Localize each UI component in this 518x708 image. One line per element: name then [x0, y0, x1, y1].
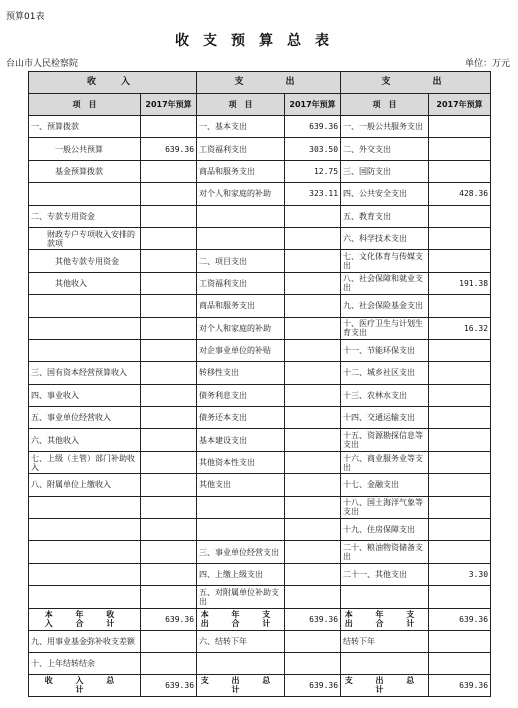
item-name-cell: 六、其他收入 [29, 429, 141, 451]
budget-amount-cell [429, 519, 491, 541]
budget-amount-cell: 12.75 [285, 160, 341, 182]
budget-amount-cell [285, 272, 341, 294]
table-row [29, 339, 491, 361]
budget-amount-cell: 639.36 [141, 138, 197, 160]
item-name-cell: 商品和服务支出 [197, 160, 285, 182]
table-row [29, 362, 491, 384]
budget-amount-cell: 639.36 [285, 116, 341, 138]
item-name-cell [29, 586, 141, 608]
budget-amount-cell [429, 541, 491, 563]
budget-amount-cell [285, 384, 341, 406]
budget-amount-cell [141, 160, 197, 182]
budget-amount-cell [141, 563, 197, 585]
budget-amount-cell [429, 138, 491, 160]
item-name-cell: 基金预算拨款 [29, 160, 141, 182]
budget-amount-cell [141, 384, 197, 406]
item-name-cell: 一、一般公共服务支出 [341, 116, 429, 138]
department-name: 台山市人民检察院 [6, 59, 79, 69]
budget-amount-cell [285, 496, 341, 518]
col-item-header: 项 目 [341, 94, 429, 116]
item-name-cell: 债务利息支出 [197, 384, 285, 406]
budget-amount-cell [429, 160, 491, 182]
item-name-cell: 六、科学技术支出 [341, 227, 429, 249]
income-section-header: 收 入 [29, 72, 197, 94]
table-row [29, 652, 491, 674]
item-name-cell: 五、教育支出 [341, 205, 429, 227]
total-label-cell: 支 出 总 计 [341, 674, 429, 696]
item-name-cell: 四、上缴上级支出 [197, 563, 285, 585]
item-name-cell: 三、国有资本经营预算收入 [29, 362, 141, 384]
budget-amount-cell [285, 519, 341, 541]
budget-amount-cell [141, 496, 197, 518]
table-row [29, 407, 491, 429]
item-name-cell: 十五、资源勘探信息等支出 [341, 429, 429, 451]
budget-amount-cell [429, 384, 491, 406]
budget-amount-cell [285, 205, 341, 227]
item-name-cell: 其他支出 [197, 474, 285, 496]
table-row [29, 563, 491, 585]
item-name-cell: 三、事业单位经营支出 [197, 541, 285, 563]
budget-amount-cell [285, 227, 341, 249]
budget-amount-cell [285, 451, 341, 473]
item-name-cell: 对企事业单位的补贴 [197, 339, 285, 361]
table-row [29, 227, 491, 249]
budget-amount-cell [141, 205, 197, 227]
budget-amount-cell [285, 563, 341, 585]
budget-amount-cell [141, 116, 197, 138]
item-name-cell: 五、事业单位经营收入 [29, 407, 141, 429]
item-name-cell: 转移性支出 [197, 362, 285, 384]
budget-summary-table [28, 71, 491, 697]
budget-amount-cell [285, 586, 341, 608]
table-row [29, 116, 491, 138]
table-row [29, 451, 491, 473]
item-name-cell: 其他专款专用资金 [29, 250, 141, 272]
budget-amount-cell [141, 519, 197, 541]
item-name-cell: 其他收入 [29, 272, 141, 294]
budget-amount-cell [141, 586, 197, 608]
item-name-cell: 二、外交支出 [341, 138, 429, 160]
item-name-cell [29, 519, 141, 541]
table-row [29, 250, 491, 272]
total-amount-cell: 639.36 [429, 674, 491, 696]
item-name-cell: 四、公共安全支出 [341, 183, 429, 205]
total-label-cell: 本 年 收 入 合 计 [29, 608, 141, 630]
table-row [29, 317, 491, 339]
item-name-cell: 一、基本支出 [197, 116, 285, 138]
item-name-cell: 工资福利支出 [197, 272, 285, 294]
budget-amount-cell [429, 407, 491, 429]
year-total-row [29, 608, 491, 630]
budget-amount-cell [429, 496, 491, 518]
page-title: 收支预算总表 [175, 33, 343, 49]
item-name-cell: 七、文化体育与传媒支出 [341, 250, 429, 272]
item-name-cell: 对个人和家庭的补助 [197, 317, 285, 339]
item-name-cell: 五、对附属单位补助支出 [197, 586, 285, 608]
item-name-cell [341, 586, 429, 608]
budget-amount-cell [285, 630, 341, 652]
budget-amount-cell: 323.11 [285, 183, 341, 205]
budget-amount-cell [429, 652, 491, 674]
total-label-cell: 本 年 支 出 合 计 [197, 608, 285, 630]
unit-label: 单位：万元 [464, 59, 510, 69]
item-name-cell: 八、社会保障和就业支出 [341, 272, 429, 294]
item-name-cell: 十三、农林水支出 [341, 384, 429, 406]
table-row [29, 272, 491, 294]
table-row [29, 519, 491, 541]
budget-amount-cell [141, 250, 197, 272]
item-name-cell: 二、项目支出 [197, 250, 285, 272]
col-budget-header: 2017年预算 [429, 94, 491, 116]
budget-amount-cell: 3.30 [429, 563, 491, 585]
item-name-cell: 十六、商业服务业等支出 [341, 451, 429, 473]
budget-amount-cell [141, 652, 197, 674]
budget-amount-cell [429, 586, 491, 608]
item-name-cell: 财政专户专项收入安排的款项 [29, 227, 141, 249]
budget-amount-cell [141, 317, 197, 339]
budget-amount-cell [429, 630, 491, 652]
budget-amount-cell: 16.32 [429, 317, 491, 339]
budget-amount-cell: 191.38 [429, 272, 491, 294]
item-name-cell: 三、国防支出 [341, 160, 429, 182]
total-amount-cell: 639.36 [285, 674, 341, 696]
table-row [29, 384, 491, 406]
budget-amount-cell [285, 295, 341, 317]
budget-amount-cell [429, 295, 491, 317]
form-code: 预算01表 [6, 12, 45, 22]
budget-amount-cell: 303.50 [285, 138, 341, 160]
budget-amount-cell [141, 272, 197, 294]
budget-amount-cell [141, 339, 197, 361]
item-name-cell: 四、事业收入 [29, 384, 141, 406]
budget-amount-cell [429, 250, 491, 272]
item-name-cell [29, 295, 141, 317]
total-amount-cell: 639.36 [141, 608, 197, 630]
item-name-cell: 十、上年结转结余 [29, 652, 141, 674]
item-name-cell: 一般公共预算 [29, 138, 141, 160]
item-name-cell [29, 339, 141, 361]
budget-amount-cell [429, 362, 491, 384]
item-name-cell: 十四、交通运输支出 [341, 407, 429, 429]
table-row [29, 630, 491, 652]
budget-amount-cell [429, 474, 491, 496]
col-item-header: 项 目 [197, 94, 285, 116]
item-name-cell: 二、专款专用资金 [29, 205, 141, 227]
table-row [29, 205, 491, 227]
table-row [29, 160, 491, 182]
budget-amount-cell: 428.36 [429, 183, 491, 205]
item-name-cell: 六、结转下年 [197, 630, 285, 652]
item-name-cell [29, 183, 141, 205]
item-name-cell: 九、社会保险基金支出 [341, 295, 429, 317]
col-item-header: 项 目 [29, 94, 141, 116]
item-name-cell [197, 519, 285, 541]
item-name-cell: 八、附属单位上缴收入 [29, 474, 141, 496]
budget-amount-cell [141, 295, 197, 317]
budget-amount-cell [285, 339, 341, 361]
budget-amount-cell [429, 116, 491, 138]
header-row-columns [29, 94, 491, 116]
budget-amount-cell [429, 227, 491, 249]
budget-amount-cell [141, 474, 197, 496]
item-name-cell: 二十、粮油物资储备支出 [341, 541, 429, 563]
budget-amount-cell [141, 362, 197, 384]
item-name-cell [197, 205, 285, 227]
item-name-cell: 十九、住房保障支出 [341, 519, 429, 541]
header-row-sections [29, 72, 491, 94]
table-row [29, 183, 491, 205]
budget-amount-cell [141, 451, 197, 473]
budget-amount-cell [141, 541, 197, 563]
table-row [29, 586, 491, 608]
item-name-cell [29, 541, 141, 563]
total-label-cell: 收 入 总 计 [29, 674, 141, 696]
total-amount-cell: 639.36 [429, 608, 491, 630]
item-name-cell: 九、用事业基金弥补收支差额 [29, 630, 141, 652]
item-name-cell: 债务还本支出 [197, 407, 285, 429]
item-name-cell: 结转下年 [341, 630, 429, 652]
item-name-cell: 商品和服务支出 [197, 295, 285, 317]
budget-amount-cell [285, 317, 341, 339]
expense-section-header: 支 出 [197, 72, 341, 94]
item-name-cell [197, 227, 285, 249]
item-name-cell [197, 496, 285, 518]
budget-amount-cell [285, 541, 341, 563]
total-amount-cell: 639.36 [141, 674, 197, 696]
total-label-cell: 本 年 支 出 合 计 [341, 608, 429, 630]
table-row [29, 138, 491, 160]
item-name-cell [197, 652, 285, 674]
table-row [29, 429, 491, 451]
budget-amount-cell [429, 339, 491, 361]
table-row [29, 541, 491, 563]
budget-amount-cell [141, 183, 197, 205]
budget-amount-cell [141, 630, 197, 652]
budget-amount-cell [285, 429, 341, 451]
item-name-cell: 对个人和家庭的补助 [197, 183, 285, 205]
table-row [29, 474, 491, 496]
item-name-cell: 七、上级（主管）部门补助收入 [29, 451, 141, 473]
budget-amount-cell [285, 474, 341, 496]
budget-amount-cell [285, 250, 341, 272]
item-name-cell [29, 563, 141, 585]
budget-amount-cell [285, 362, 341, 384]
item-name-cell: 工资福利支出 [197, 138, 285, 160]
expense-function-section-header: 支 出 [341, 72, 491, 94]
item-name-cell: 基本建设支出 [197, 429, 285, 451]
col-budget-header: 2017年预算 [285, 94, 341, 116]
budget-amount-cell [141, 407, 197, 429]
table-row [29, 295, 491, 317]
budget-amount-cell [285, 407, 341, 429]
item-name-cell: 十二、城乡社区支出 [341, 362, 429, 384]
item-name-cell: 其他资本性支出 [197, 451, 285, 473]
budget-amount-cell [429, 451, 491, 473]
budget-amount-cell [429, 205, 491, 227]
col-budget-header: 2017年预算 [141, 94, 197, 116]
item-name-cell [29, 496, 141, 518]
total-amount-cell: 639.36 [285, 608, 341, 630]
item-name-cell [341, 652, 429, 674]
table-row [29, 496, 491, 518]
grand-total-row [29, 674, 491, 696]
item-name-cell: 二十一、其他支出 [341, 563, 429, 585]
item-name-cell: 十七、金融支出 [341, 474, 429, 496]
item-name-cell: 十一、节能环保支出 [341, 339, 429, 361]
item-name-cell [29, 317, 141, 339]
item-name-cell: 十、医疗卫生与计划生育支出 [341, 317, 429, 339]
item-name-cell: 十八、国土海洋气象等支出 [341, 496, 429, 518]
item-name-cell: 一、预算拨款 [29, 116, 141, 138]
budget-amount-cell [429, 429, 491, 451]
budget-amount-cell [141, 429, 197, 451]
total-label-cell: 支 出 总 计 [197, 674, 285, 696]
budget-amount-cell [285, 652, 341, 674]
budget-amount-cell [141, 227, 197, 249]
